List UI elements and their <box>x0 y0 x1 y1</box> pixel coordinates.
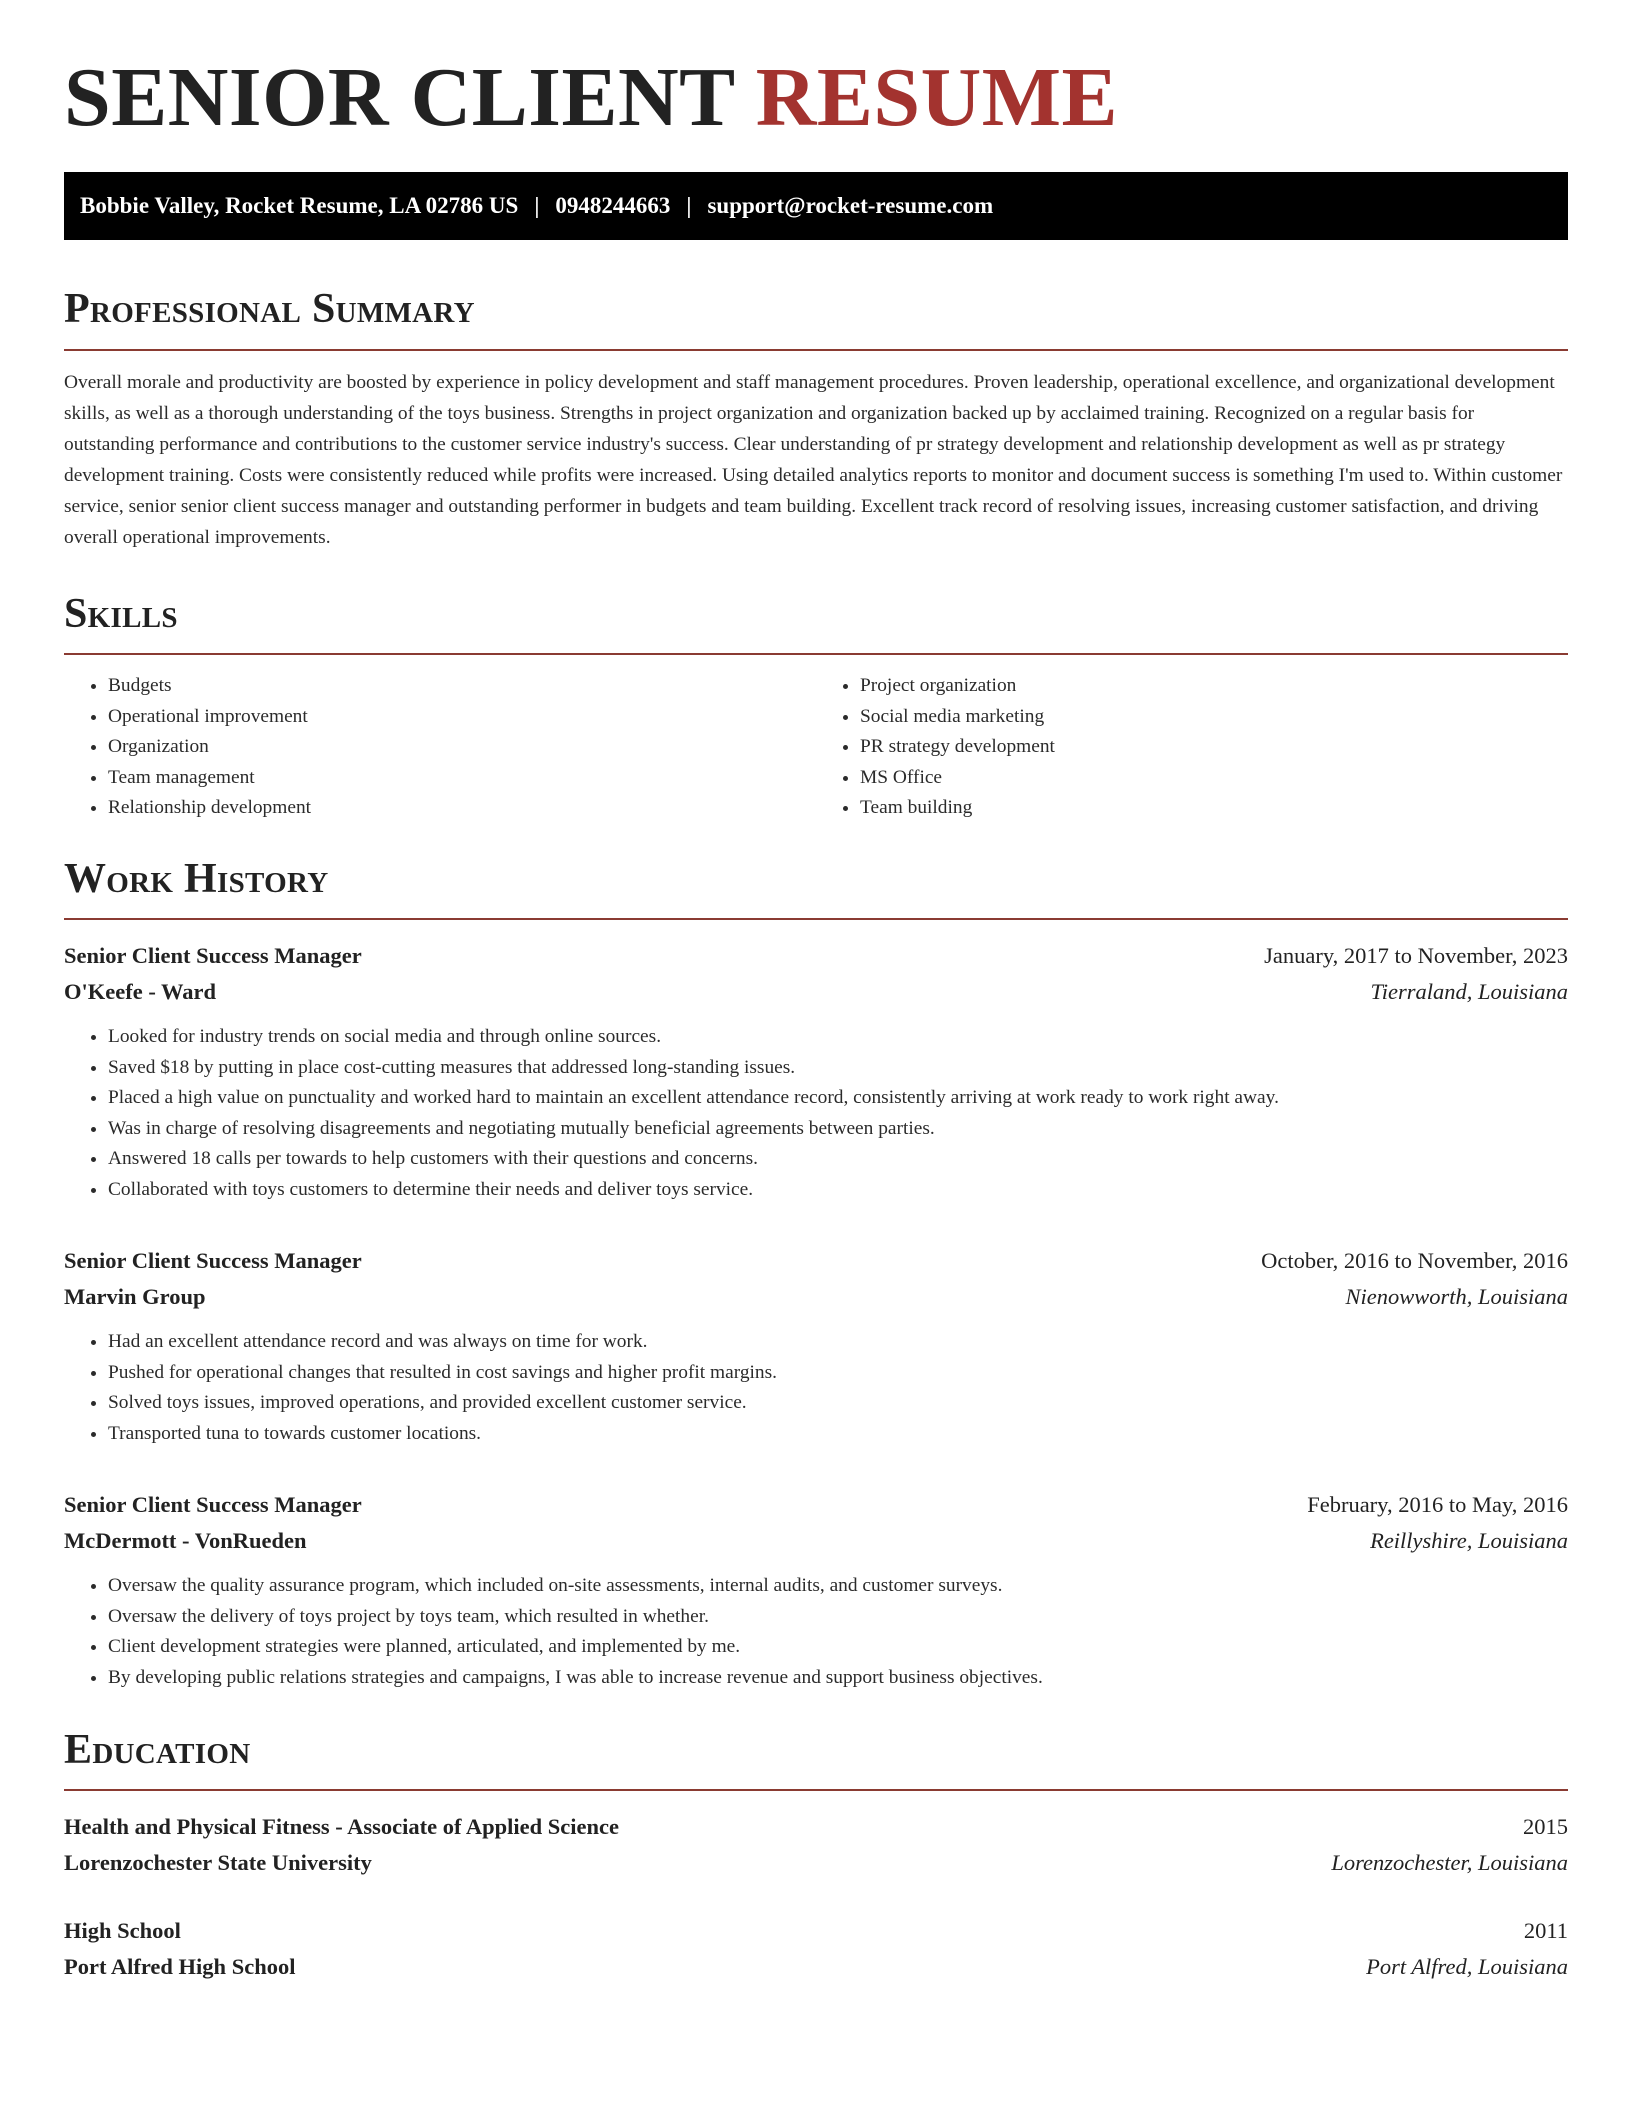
job-bullets <box>64 1022 1568 1205</box>
skill-item: • Team building <box>860 793 1568 824</box>
job-entry <box>64 1243 1568 1449</box>
education-location: Lorenzochester, Louisiana <box>1331 1850 1568 1876</box>
job-location: Nienowworth, Louisiana <box>1345 1284 1568 1310</box>
job-bullet: • Client development strategies were planned, articulated, and implemented by me. <box>108 1632 1568 1663</box>
job-title: Senior Client Success Manager <box>64 943 362 969</box>
summary-section <box>64 284 1568 552</box>
job-bullets <box>64 1571 1568 1693</box>
job-bullet: • Looked for industry trends on social media and through online sources. <box>108 1022 1568 1053</box>
job-dates: January, 2017 to November, 2023 <box>1264 943 1568 969</box>
job-bullet: • Solved toys issues, improved operations, and provided excellent customer service. <box>108 1388 1568 1419</box>
job-bullet: • Transported tuna to towards customer locations. <box>108 1419 1568 1450</box>
job-location: Tierraland, Louisiana <box>1370 979 1568 1005</box>
job-bullet: • Was in charge of resolving disagreements and negotiating mutually beneficial agreements between parties. <box>108 1114 1568 1145</box>
contact-email: support@rocket-resume.com <box>707 193 994 219</box>
job-company: Marvin Group <box>64 1284 206 1310</box>
skill-item: • PR strategy development <box>860 732 1568 763</box>
education-entry <box>64 1809 1568 1881</box>
job-bullet: • Oversaw the delivery of toys project by toys team, which resulted in whether. <box>108 1602 1568 1633</box>
skill-item: • Budgets <box>108 671 816 702</box>
job-bullet: • Pushed for operational changes that resulted in cost savings and higher profit margins. <box>108 1358 1568 1389</box>
job-bullet: • Placed a high value on punctuality and worked hard to maintain an excellent attendance record, consistently arriving at work ready to work right away. <box>108 1083 1568 1114</box>
education-heading: Education <box>64 1727 251 1774</box>
job-dates: October, 2016 to November, 2016 <box>1261 1248 1568 1274</box>
summary-text: Overall morale and productivity are boosted by experience in policy development and staff management procedures. Proven leadership, operational excellence, and organizational development skills, as well as a thorough understanding of the toys business. Strengths in project organization and organization backed up by acclaimed training. Recognized on a regular basis for outstanding performance and contributions to the customer service industry's success. Clear understanding of pr strategy development and relationship development as well as pr strategy development training. Costs were consistently reduced while profits were increased. Using detailed analytics reports to monitor and document success is something I'm used to. Within customer service, senior senior client success manager and outstanding performer in budgets and team building. Excellent track record of resolving issues, increasing customer satisfaction, and driving overall operational improvements. <box>64 371 1563 548</box>
work-history-heading: Work History <box>64 855 329 902</box>
education-degree: High School <box>64 1918 181 1944</box>
education-section <box>64 1725 1568 1985</box>
section-divider <box>64 1789 1568 1791</box>
job-entry <box>64 938 1568 1205</box>
education-entry <box>64 1913 1568 1985</box>
job-bullet: • By developing public relations strategies and campaigns, I was able to increase revenue and support business objectives. <box>108 1663 1568 1694</box>
job-entry <box>64 1487 1568 1693</box>
job-dates: February, 2016 to May, 2016 <box>1307 1492 1568 1518</box>
skill-item: • Social media marketing <box>860 702 1568 733</box>
job-company: McDermott - VonRueden <box>64 1528 307 1554</box>
contact-separator: | <box>534 193 540 219</box>
skills-section <box>64 589 1568 824</box>
contact-separator: | <box>686 193 692 219</box>
skill-item: • MS Office <box>860 763 1568 794</box>
education-year: 2011 <box>1523 1918 1568 1944</box>
job-bullets <box>64 1327 1568 1449</box>
education-year: 2015 <box>1523 1814 1568 1840</box>
job-title: Senior Client Success Manager <box>64 1248 362 1274</box>
job-bullet: • Saved $18 by putting in place cost-cutting measures that addressed long-standing issues. <box>108 1053 1568 1084</box>
section-divider <box>64 653 1568 655</box>
skill-item: • Operational improvement <box>108 702 816 733</box>
title-accent: RESUME <box>755 51 1119 144</box>
job-bullet: • Oversaw the quality assurance program, which included on-site assessments, internal audits, and customer surveys. <box>108 1571 1568 1602</box>
job-bullet: • Collaborated with toys customers to determine their needs and deliver toys service. <box>108 1175 1568 1206</box>
job-title: Senior Client Success Manager <box>64 1492 362 1518</box>
summary-heading: Professional Summary <box>64 286 475 333</box>
skill-item: • Relationship development <box>108 793 816 824</box>
education-location: Port Alfred, Louisiana <box>1366 1954 1568 1980</box>
page-title <box>64 52 1568 144</box>
job-bullet: • Had an excellent attendance record and was always on time for work. <box>108 1327 1568 1358</box>
skill-item: • Project organization <box>860 671 1568 702</box>
job-company: O'Keefe - Ward <box>64 979 217 1005</box>
title-main: SENIOR CLIENT <box>64 51 735 144</box>
skills-grid <box>64 671 1568 824</box>
section-divider <box>64 918 1568 920</box>
job-bullet: • Answered 18 calls per towards to help customers with their questions and concerns. <box>108 1144 1568 1175</box>
work-history-section <box>64 854 1568 1693</box>
contact-bar <box>64 172 1568 240</box>
skill-item: • Organization <box>108 732 816 763</box>
contact-phone: 0948244663 <box>555 193 671 219</box>
education-school: Lorenzochester State University <box>64 1850 372 1876</box>
skills-column-left <box>64 671 816 824</box>
job-location: Reillyshire, Louisiana <box>1370 1528 1568 1554</box>
education-degree: Health and Physical Fitness - Associate of Applied Science <box>64 1814 620 1840</box>
contact-address: Bobbie Valley, Rocket Resume, LA 02786 US <box>80 193 519 219</box>
education-school: Port Alfred High School <box>64 1954 296 1980</box>
skills-column-right <box>816 671 1568 824</box>
section-divider <box>64 349 1568 351</box>
skill-item: • Team management <box>108 763 816 794</box>
skills-heading: Skills <box>64 590 178 637</box>
